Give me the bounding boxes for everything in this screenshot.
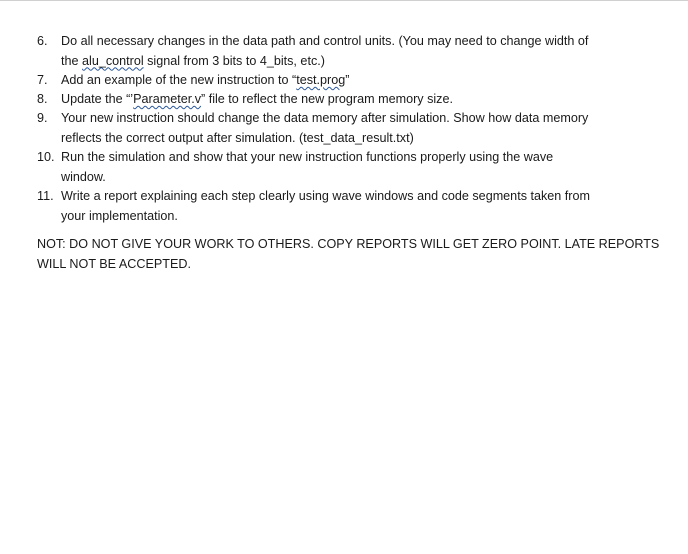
list-item-text	[61, 90, 641, 110]
list-number: 11.	[37, 189, 54, 203]
list-item-text	[61, 187, 641, 226]
list-item-line: Run the simulation and show that your new instruction functions properly using the wave	[61, 150, 554, 164]
list-number: 6.	[37, 34, 48, 48]
list-item-line: Write a report explaining each step clearly using wave windows and code segments taken from	[61, 189, 590, 203]
list-number: 10.	[37, 150, 55, 164]
inline-text: the	[61, 53, 83, 68]
spellcheck-flagged-word[interactable]: alu_control	[82, 53, 144, 68]
list-number: 9.	[37, 111, 48, 125]
list-item-text	[61, 109, 641, 148]
note-line: WILL NOT BE ACCEPTED.	[37, 256, 191, 271]
note-line: NOT: DO NOT GIVE YOUR WORK TO OTHERS. COPY REPORTS WILL GET ZERO POINT. LATE REPORTS	[37, 237, 660, 251]
warning-note	[37, 235, 660, 274]
list-number: 7.	[37, 73, 48, 87]
spellcheck-flagged-word[interactable]: test.prog	[296, 73, 346, 87]
list-number: 8.	[37, 92, 48, 106]
list-item-line	[61, 52, 641, 72]
spellcheck-flagged-word[interactable]: Parameter.v	[133, 92, 202, 106]
list-item-line: Your new instruction should change the data memory after simulation. Show how data memory	[61, 111, 589, 125]
list-item-text	[61, 148, 641, 187]
list-item-line: Do all necessary changes in the data path and control units. (You may need to change width of	[61, 34, 589, 48]
list-item-line: window.	[61, 169, 106, 184]
list-item-line: your implementation.	[61, 208, 178, 223]
list-item-text	[61, 32, 641, 71]
list-item-line: reflects the correct output after simulation. (test_data_result.txt)	[61, 130, 414, 145]
inline-text: signal from 3 bits to 4_bits, etc.)	[143, 53, 325, 68]
inline-text: Add an example of the new instruction to “	[61, 73, 297, 87]
list-item-text	[61, 71, 641, 91]
inline-text: ”	[345, 73, 350, 87]
inline-text: Update the “’	[61, 92, 134, 106]
inline-text: ” file to reflect the new program memory size.	[201, 92, 453, 106]
